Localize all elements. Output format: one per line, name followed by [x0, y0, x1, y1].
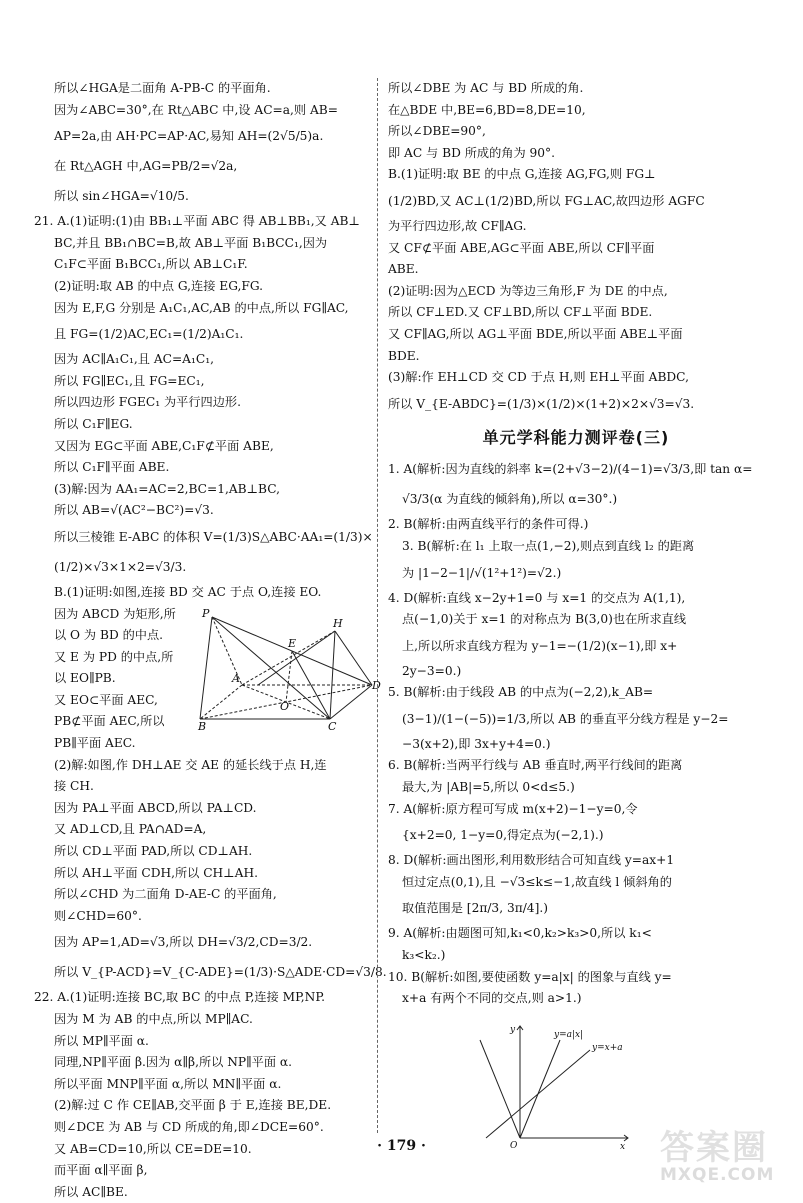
text-line: (1/2)BD,又 AC⊥(1/2)BD,所以 FG⊥AC,故四边形 AGFC — [388, 193, 705, 208]
text-line: 又 CF⊄平面 ABE,AG⊂平面 ABE,所以 CF∥平面 — [388, 240, 655, 255]
text-line: (2)证明:因为△ECD 为等边三角形,F 为 DE 的中点, — [388, 283, 668, 298]
text-line: C₁F⊂平面 B₁BCC₁,所以 AB⊥C₁F. — [54, 257, 248, 272]
text-line: 所以三棱锥 E-ABC 的体积 V=(1/3)S△ABC·AA₁=(1/3)× — [54, 529, 373, 544]
text-line: 又 CF∥AG,所以 AG⊥平面 BDE,所以平面 ABE⊥平面 — [388, 326, 683, 341]
text-line: −3(x+2),即 3x+y+4=0.) — [402, 736, 551, 751]
text-line: 又 AB=CD=10,所以 CE=DE=10. — [54, 1141, 252, 1156]
curve-label-abs: y=a|x| — [554, 1030, 584, 1040]
text-line: 所以平面 MNP∥平面 α,所以 MN∥平面 α. — [54, 1076, 282, 1091]
x-axis-label: x — [620, 1142, 626, 1152]
text-line: 所以 AC∥BE. — [54, 1184, 128, 1199]
text-line: 22. A.(1)证明:连接 BC,取 BC 的中点 P,连接 MP,NP. — [34, 990, 325, 1005]
text-line: 5. B(解析:由于线段 AB 的中点为(−2,2),k_AB= — [388, 685, 654, 700]
text-line: 因为∠ABC=30°,在 Rt△ABC 中,设 AC=a,则 AB= — [54, 102, 338, 117]
text-line: 上,所以所求直线方程为 y−1=−(1/2)(x−1),即 x+ — [402, 638, 678, 653]
text-line: 为平行四边形,故 CF∥AG. — [388, 218, 527, 233]
text-line: 9. A(解析:由题图可知,k₁<0,k₂>k₃>0,所以 k₁< — [388, 926, 652, 941]
text-line: 10. B(解析:如图,要使函数 y=a|x| 的图象与直线 y= — [388, 969, 672, 984]
text-line: (3)解:因为 AA₁=AC=2,BC=1,AB⊥BC, — [54, 481, 280, 496]
text-line: 7. A(解析:原方程可写成 m(x+2)−1−y=0,令 — [388, 801, 638, 816]
text-line: 以 EO∥PB. — [54, 671, 116, 686]
text-line: BDE. — [388, 348, 420, 363]
vertex-label-o: O — [280, 700, 290, 713]
text-line: 又因为 EG⊂平面 ABE,C₁F⊄平面 ABE, — [54, 438, 274, 453]
watermark-logo-text: 答案圈 — [660, 1128, 768, 1168]
text-line: 2. B(解析:由两直线平行的条件可得.) — [388, 517, 589, 532]
y-axis-label: y — [510, 1025, 516, 1035]
text-line: 以 O 为 BD 的中点. — [54, 628, 164, 643]
page-number: · 179 · — [377, 1138, 426, 1154]
text-line: 所以 V_{E-ABDC}=(1/3)×(1/2)×(1+2)×2×√3=√3. — [388, 396, 695, 411]
text-line: (2)解:如图,作 DH⊥AE 交 AE 的延长线于点 H,连 — [54, 757, 327, 772]
text-line: 所以 C₁F∥平面 ABE. — [54, 460, 170, 475]
text-line: 点(−1,0)关于 x=1 的对称点为 B(3,0)也在所求直线 — [402, 612, 687, 627]
right-column-top — [388, 78, 764, 419]
text-line: 1. A(解析:因为直线的斜率 k=(2+√3−2)/(4−1)=√3/3,即 tan α= — [388, 462, 753, 477]
text-line: 因为 AP=1,AD=√3,所以 DH=√3/2,CD=3/2. — [54, 935, 313, 950]
text-line: 而平面 α∥平面 β, — [54, 1163, 148, 1178]
text-line: (1/2)×√3×1×2=√3/3. — [54, 559, 187, 574]
text-line: 则∠DCE 为 AB 与 CD 所成的角,即∠DCE=60°. — [54, 1119, 324, 1134]
text-line: 所以 FG∥EC₁,且 FG=EC₁, — [54, 373, 205, 388]
text-line: 所以 CD⊥平面 PAD,所以 CD⊥AH. — [54, 844, 253, 859]
text-line: 即 AC 与 BD 所成的角为 90°. — [388, 145, 556, 160]
text-line: 所以 sin∠HGA=√10/5. — [54, 189, 189, 204]
text-line: (3−1)/(1−(−5))=1/3,所以 AB 的垂直平分线方程是 y−2= — [402, 711, 729, 726]
section-title: 单元学科能力测评卷(三) — [482, 427, 670, 447]
column-divider — [377, 78, 378, 1133]
text-line: 21. A.(1)证明:(1)由 BB₁⊥平面 ABC 得 AB⊥BB₁,又 AB⊥ — [34, 214, 360, 229]
vertex-label-c: C — [328, 720, 337, 733]
text-line: 所以 AH⊥平面 CDH,所以 CH⊥AH. — [54, 865, 258, 880]
right-column — [388, 78, 764, 1010]
watermark — [660, 1120, 790, 1190]
text-line: 因为 E,F,G 分别是 A₁C₁,AC,AB 的中点,所以 FG∥AC, — [54, 300, 349, 315]
text-line: 所以 V_{P-ACD}=V_{C-ADE}=(1/3)·S△ADE·CD=√3/8. — [54, 965, 387, 980]
text-line: 3. B(解析:在 l₁ 上取一点(1,−2),则点到直线 l₂ 的距离 — [402, 538, 695, 553]
text-line: {x+2=0, 1−y=0,得定点为(−2,1).) — [402, 828, 604, 843]
text-line: B.(1)证明:如图,连接 BD 交 AC 于点 O,连接 EO. — [54, 584, 322, 599]
text-line: PB∥平面 AEC. — [54, 736, 136, 751]
text-line: 4. D(解析:直线 x−2y+1=0 与 x=1 的交点为 A(1,1), — [388, 590, 686, 605]
text-line: 6. B(解析:当两平行线与 AB 垂直时,两平行线间的距离 — [388, 758, 683, 773]
text-line: 则∠CHD=60°. — [54, 908, 142, 923]
text-line: 所以∠HGA是二面角 A-PB-C 的平面角. — [54, 81, 271, 95]
text-line: 恒过定点(0,1),且 −√3≤k≤−1,故直线 l 倾斜角的 — [402, 874, 672, 889]
vertex-label-h: H — [333, 617, 343, 630]
function-graph-figure — [480, 1020, 630, 1150]
text-line: (3)解:作 EH⊥CD 交 CD 于点 H,则 EH⊥平面 ABDC, — [388, 370, 689, 385]
text-line: 为 |1−2−1|/√(1²+1²)=√2.) — [402, 565, 562, 580]
text-line: 所以 MP∥平面 α. — [54, 1033, 149, 1048]
text-line: 8. D(解析:画出图形,利用数形结合可知直线 y=ax+1 — [388, 853, 675, 868]
text-line: 在△BDE 中,BE=6,BD=8,DE=10, — [388, 102, 586, 117]
text-line: k₃<k₂.) — [402, 948, 446, 963]
text-line: AP=2a,由 AH·PC=AP·AC,易知 AH=(2√5/5)a. — [54, 129, 324, 144]
text-line: 因为 PA⊥平面 ABCD,所以 PA⊥CD. — [54, 800, 257, 815]
text-line: (2)证明:取 AB 的中点 G,连接 EG,FG. — [54, 278, 264, 293]
text-line: x+a 有两个不同的交点,则 a>1.) — [402, 991, 582, 1006]
vertex-label-a: A — [232, 672, 240, 685]
vertex-label-e: E — [288, 637, 297, 650]
text-line: 因为 M 为 AB 的中点,所以 MP∥AC. — [54, 1012, 253, 1026]
text-line: 所以∠CHD 为二面角 D-AE-C 的平面角, — [54, 887, 277, 902]
text-line: 在 Rt△AGH 中,AG=PB/2=√2a, — [54, 159, 238, 174]
text-line: B.(1)证明:取 BE 的中点 G,连接 AG,FG,则 FG⊥ — [388, 167, 656, 182]
right-column-bottom — [388, 454, 764, 1010]
text-line: 接 CH. — [54, 779, 94, 794]
vertex-label-p: P — [202, 607, 210, 620]
text-line: 因为 ABCD 为矩形,所 — [54, 606, 176, 621]
text-line: 所以 CF⊥ED.又 CF⊥BD,所以 CF⊥平面 BDE. — [388, 305, 653, 320]
text-line: BC,并且 BB₁∩BC=B,故 AB⊥平面 B₁BCC₁,因为 — [54, 235, 328, 250]
text-line: 又 AD⊥CD,且 PA∩AD=A, — [54, 822, 207, 837]
curve-label-line: y=x+a — [592, 1043, 623, 1053]
text-line: PB⊄平面 AEC,所以 — [54, 714, 165, 729]
text-line: √3/3(α 为直线的倾斜角),所以 α=30°.) — [402, 492, 618, 507]
text-line: 同理,NP∥平面 β.因为 α∥β,所以 NP∥平面 α. — [54, 1055, 293, 1070]
pyramid-figure — [200, 607, 380, 732]
text-line: 所以 C₁F∥EG. — [54, 416, 133, 431]
text-line: 又 EO⊂平面 AEC, — [54, 692, 158, 707]
origin-label: O — [510, 1141, 518, 1151]
text-line: 因为 AC∥A₁C₁,且 AC=A₁C₁, — [54, 352, 214, 367]
text-line: 又 E 为 PD 的中点,所 — [54, 649, 174, 664]
text-line: 所以∠DBE=90°, — [388, 124, 486, 139]
watermark-url: MXQE.COM — [660, 1165, 775, 1185]
text-line: 取值范围是 [2π/3, 3π/4].) — [402, 901, 548, 916]
text-line: 且 FG=(1/2)AC,EC₁=(1/2)A₁C₁. — [54, 327, 244, 342]
text-line: 2y−3=0.) — [402, 663, 462, 678]
text-line: 所以四边形 FGEC₁ 为平行四边形. — [54, 395, 241, 410]
text-line: ABE. — [388, 262, 419, 277]
text-line: 最大,为 |AB|=5,所以 0<d≤5.) — [402, 780, 575, 795]
text-line: (2)解:过 C 作 CE∥AB,交平面 β 于 E,连接 BE,DE. — [54, 1098, 332, 1113]
text-line: 所以∠DBE 为 AC 与 BD 所成的角. — [388, 81, 584, 95]
vertex-label-b: B — [198, 720, 207, 733]
vertex-label-d: D — [372, 679, 381, 692]
text-line: 所以 AB=√(AC²−BC²)=√3. — [54, 503, 214, 518]
